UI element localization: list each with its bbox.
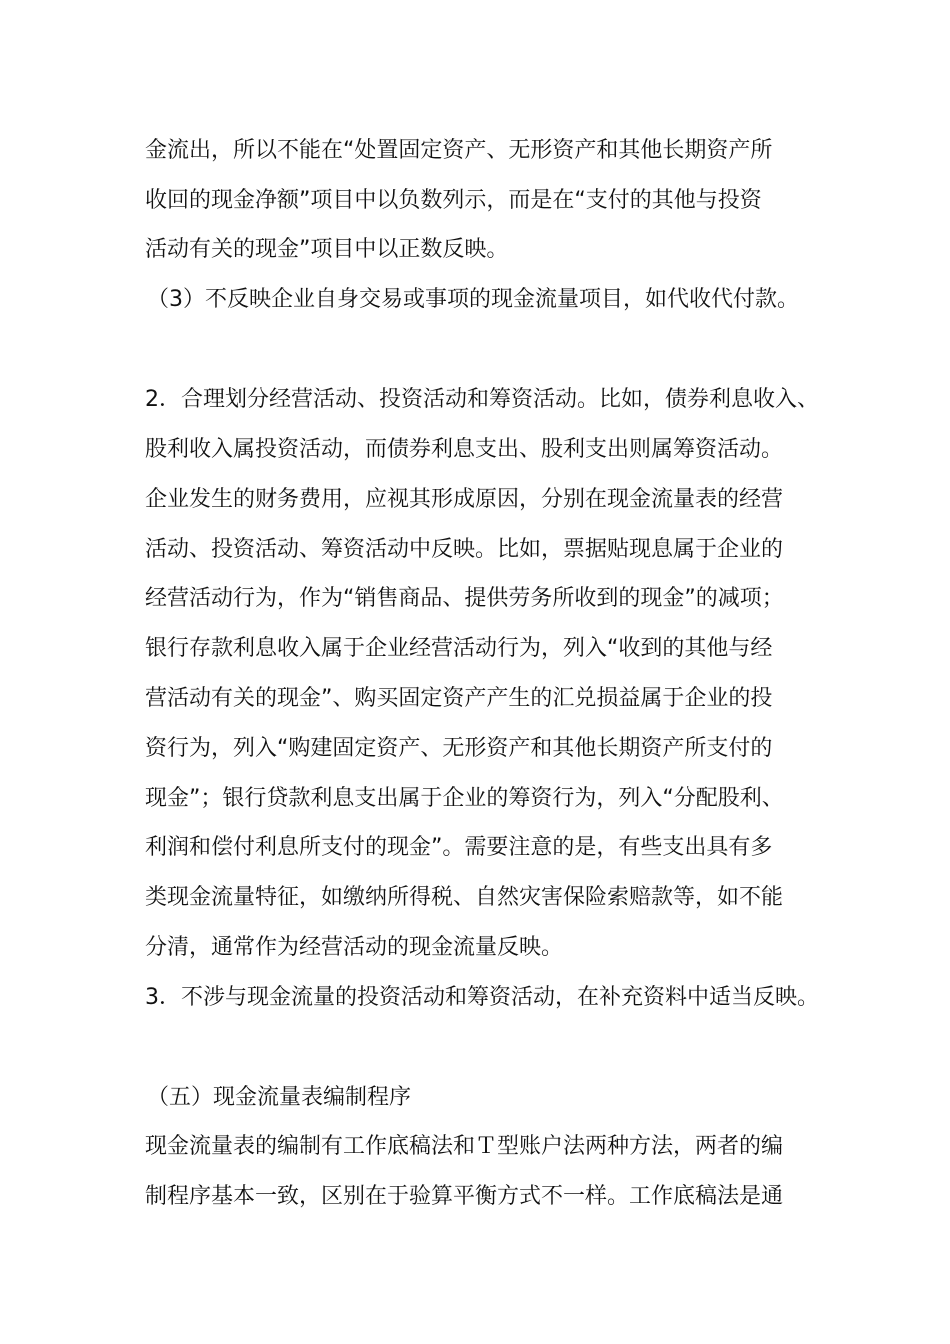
section-heading: （五）现金流量表编制程序 [147,1085,412,1110]
text-line: 资行为，列入“购建固定资产、无形资产和其他长期资产所支付的 [145,736,773,761]
text-line: 活动有关的现金”项目中以正数反映。 [145,237,509,262]
text-line: 3．不涉与现金流量的投资活动和筹资活动，在补充资料中适当反映。 [145,985,819,1010]
text-line: 经营活动行为，作为“销售商品、提供劳务所收到的现金”的减项； [145,586,784,611]
text-line: 2．合理划分经营活动、投资活动和筹资活动。比如，债券利息收入、 [145,387,819,412]
text-line: 分清，通常作为经营活动的现金流量反映。 [145,935,564,960]
text-line: 制程序基本一致，区别在于验算平衡方式不一样。工作底稿法是通 [145,1184,784,1209]
text-line: 现金流量表的编制有工作底稿法和Ｔ型账户法两种方法，两者的编 [145,1134,784,1159]
text-line: 营活动有关的现金”、购买固定资产产生的汇兑损益属于企业的投 [145,686,773,711]
text-line: 金流出，所以不能在“处置固定资产、无形资产和其他长期资产所 [145,138,773,163]
text-line: 企业发生的财务费用，应视其形成原因，分别在现金流量表的经营 [145,487,784,512]
text-line: 收回的现金净额”项目中以负数列示，而是在“支付的其他与投资 [145,188,762,213]
text-line: 股利收入属投资活动，而债券利息支出、股利支出则属筹资活动。 [145,437,784,462]
text-line: 利润和偿付利息所支付的现金”。需要注意的是，有些支出具有多 [145,835,773,860]
text-line: （3）不反映企业自身交易或事项的现金流量项目，如代收代付款。 [147,287,799,312]
text-line: 活动、投资活动、筹资活动中反映。比如，票据贴现息属于企业的 [145,537,784,562]
text-line: 类现金流量特征，如缴纳所得税、自然灾害保险索赔款等，如不能 [145,885,784,910]
text-line: 银行存款利息收入属于企业经营活动行为，列入“收到的其他与经 [145,636,773,661]
text-line: 现金”；银行贷款利息支出属于企业的筹资行为，列入“分配股利、 [145,786,784,811]
